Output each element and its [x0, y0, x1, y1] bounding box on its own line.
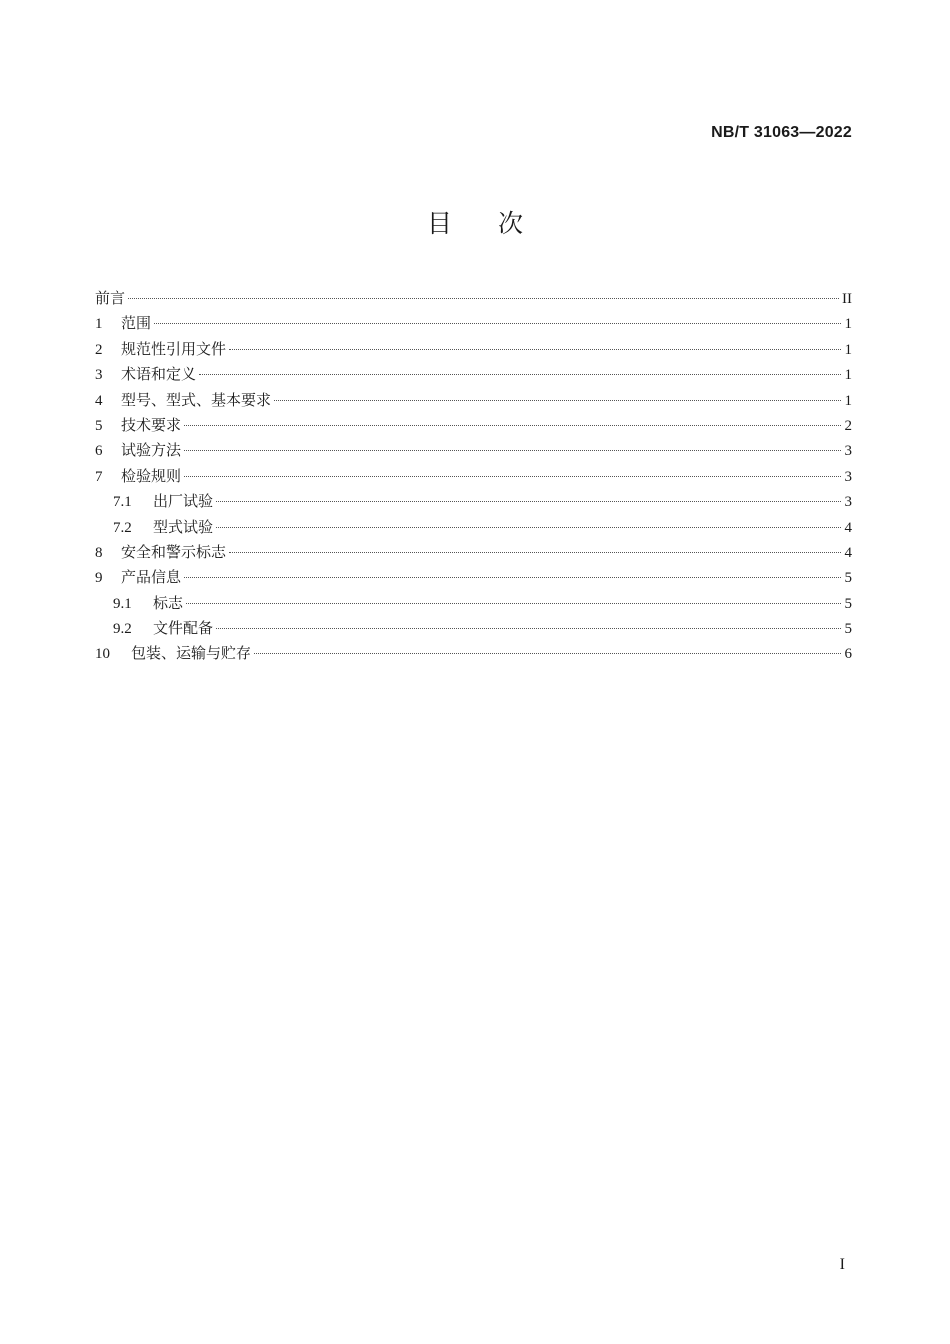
toc-entry-7-1[interactable] — [95, 489, 852, 514]
toc-entry-3[interactable] — [95, 362, 852, 387]
toc-entry-7[interactable] — [95, 464, 852, 489]
toc-entry-page: 1 — [844, 341, 852, 358]
toc-entry-number: 9 — [95, 570, 103, 587]
standard-code: NB/T 31063—2022 — [711, 124, 852, 141]
toc-leader-dots — [184, 476, 841, 477]
toc-leader-dots — [186, 603, 841, 604]
toc-entry-number: 7.2 — [113, 519, 132, 536]
toc-leader-dots — [229, 552, 841, 553]
toc-entry-page: 3 — [844, 468, 852, 485]
title-part-2: 次 — [498, 209, 524, 238]
toc-entry-page: 4 — [844, 519, 852, 536]
toc-entry-title: 技术要求 — [121, 415, 182, 434]
toc-entry-title: 范围 — [121, 314, 152, 333]
toc-entry-title: 产品信息 — [121, 568, 182, 587]
toc-entry-number: 6 — [95, 443, 103, 460]
toc-entry-title: 试验方法 — [121, 441, 182, 460]
toc-entry-foreword[interactable] — [95, 286, 852, 311]
toc-entry-page: 3 — [844, 494, 852, 511]
toc-entry-page: 1 — [844, 316, 852, 333]
toc-entry-1[interactable] — [95, 311, 852, 336]
toc-entry-9-2[interactable] — [95, 616, 852, 641]
toc-entry-number: 2 — [95, 341, 103, 358]
toc-entry-8[interactable] — [95, 540, 852, 565]
toc-entry-4[interactable] — [95, 388, 852, 413]
toc-entry-number: 7.1 — [113, 494, 132, 511]
title-part-1: 目 — [426, 209, 452, 238]
toc-entry-page: 2 — [844, 417, 852, 434]
toc-entry-number: 10 — [95, 646, 110, 663]
toc-entry-page: II — [842, 291, 852, 307]
toc-entry-number: 7 — [95, 468, 103, 485]
toc-entry-title: 文件配备 — [153, 619, 214, 638]
toc-leader-dots — [216, 628, 841, 629]
toc-entry-2[interactable] — [95, 337, 852, 362]
toc-entry-number: 8 — [95, 544, 103, 561]
toc-entry-number: 1 — [95, 316, 103, 333]
toc-entry-page: 4 — [844, 544, 852, 561]
toc-entry-page: 5 — [844, 621, 852, 638]
toc-entry-page: 6 — [844, 646, 852, 663]
toc-leader-dots — [216, 527, 841, 528]
page-number: I — [839, 1256, 845, 1273]
toc-leader-dots — [184, 450, 841, 451]
toc-entry-title: 检验规则 — [121, 466, 182, 485]
toc-entry-5[interactable] — [95, 413, 852, 438]
toc-entry-number: 9.2 — [113, 621, 132, 638]
toc-leader-dots — [154, 323, 841, 324]
toc-entry-title: 型号、型式、基本要求 — [121, 390, 272, 409]
toc-leader-dots — [184, 425, 841, 426]
toc-leader-dots — [199, 374, 841, 375]
toc-entry-number: 9.1 — [113, 595, 132, 612]
toc-entry-page: 5 — [844, 570, 852, 587]
toc-entry-title: 安全和警示标志 — [121, 542, 227, 561]
toc-entry-9-1[interactable] — [95, 591, 852, 616]
toc-entry-6[interactable] — [95, 438, 852, 463]
toc-entry-number: 3 — [95, 367, 103, 384]
toc-leader-dots — [274, 400, 841, 401]
toc-leader-dots — [128, 298, 839, 299]
toc-entry-7-2[interactable] — [95, 515, 852, 540]
toc-entry-page: 1 — [844, 392, 852, 409]
toc-entry-title: 标志 — [153, 593, 184, 612]
toc-entry-9[interactable] — [95, 565, 852, 590]
toc-entry-number: 4 — [95, 392, 103, 409]
toc-entry-title: 前言 — [95, 289, 126, 307]
toc-leader-dots — [216, 501, 841, 502]
toc-entry-title: 出厂试验 — [153, 492, 214, 511]
toc-entry-title: 包装、运输与贮存 — [131, 644, 252, 663]
toc-entry-title: 型式试验 — [153, 517, 214, 536]
toc-entry-number: 5 — [95, 417, 103, 434]
toc-entry-page: 1 — [844, 367, 852, 384]
toc-entry-page: 5 — [844, 595, 852, 612]
toc-leader-dots — [229, 349, 841, 350]
toc-leader-dots — [254, 653, 841, 654]
toc-entry-10[interactable] — [95, 641, 852, 666]
toc-leader-dots — [184, 577, 841, 578]
toc-entry-title: 规范性引用文件 — [121, 339, 227, 358]
toc-entry-title: 术语和定义 — [121, 365, 197, 384]
page-title — [0, 204, 950, 240]
table-of-contents — [95, 286, 852, 667]
toc-entry-page: 3 — [844, 443, 852, 460]
